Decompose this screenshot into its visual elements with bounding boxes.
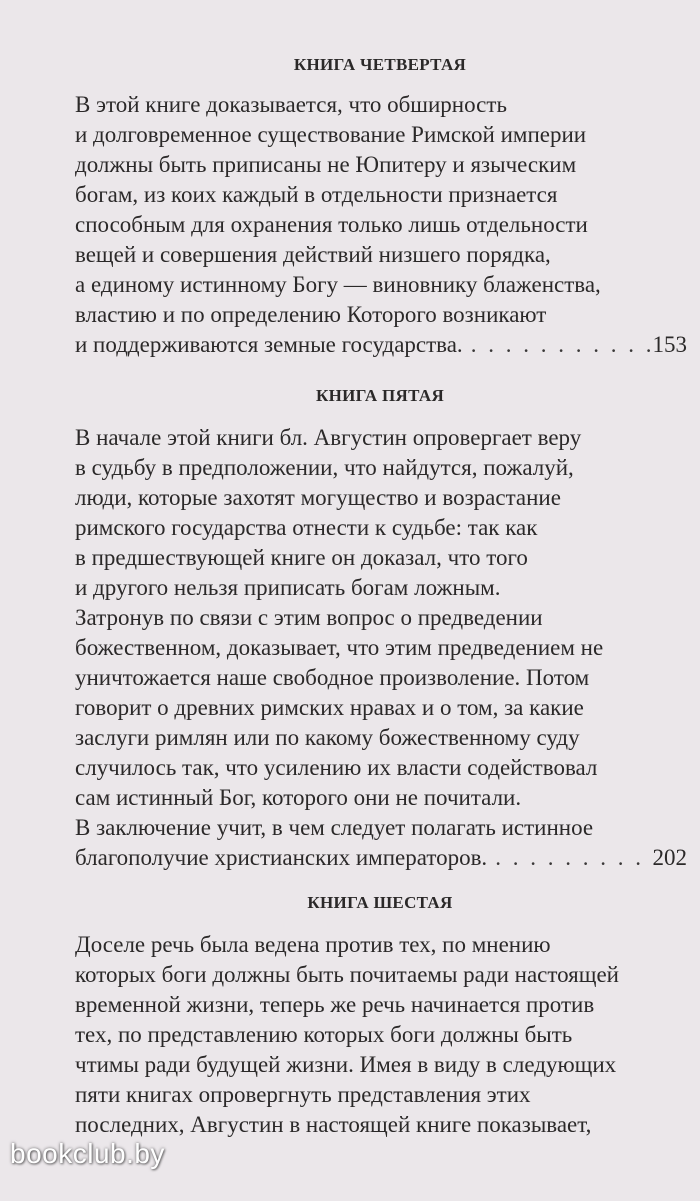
text-line: римского государства отнести к судьбе: так как (75, 515, 538, 540)
text-line: и поддерживаются земные государства. (75, 332, 463, 357)
text-line: вещей и совершения действий низшего порядка, (75, 242, 551, 267)
text-line: люди, которые захотят могущество и возрастание (75, 485, 561, 510)
book6-heading: КНИГА ШЕСТАЯ (307, 893, 453, 912)
text-line: сам истинный Бог, которого они не почитали. (75, 785, 522, 810)
text-line: временной жизни, теперь же речь начинается против (75, 992, 595, 1017)
text-line: В начале этой книги бл. Августин опровергает веру (75, 425, 582, 450)
text-line: тех, по представлению которых боги должны быть (75, 1022, 573, 1047)
page-number: 202 (652, 845, 687, 870)
watermark-logo: bookclub.by (10, 1138, 165, 1169)
book4-summary (75, 90, 687, 360)
page-number: 153 (652, 332, 687, 357)
text-line: должны быть приписаны не Юпитеру и языческим (75, 152, 577, 177)
text-line: Доселе речь была ведена против тех, по мнению (75, 932, 551, 957)
text-line: пяти книгах опровергнуть представления этих (75, 1082, 531, 1107)
text-line: богам, из коих каждый в отдельности признается (75, 182, 558, 207)
text-line: уничтожается наше свободное произволение. Потом (75, 665, 590, 690)
toc-entry-book5 (75, 843, 687, 873)
text-line: заслуги римлян или по какому божественному суду (75, 725, 580, 750)
text-line: которых боги должны быть почитаемы ради настоящей (75, 962, 619, 987)
text-line: в судьбу в предположении, что найдутся, пожалуй, (75, 455, 574, 480)
text-line: божественном, доказывает, что этим предведением не (75, 635, 604, 660)
text-line: и другого нельзя приписать богам ложным. (75, 575, 501, 600)
text-line: последних, Августин в настоящей книге показывает, (75, 1112, 592, 1137)
dot-leader (495, 843, 650, 873)
text-line: способным для охранения только лишь отдельности (75, 212, 588, 237)
book6-summary (75, 930, 687, 1140)
text-line: случилось так, что усилению их власти содействовал (75, 755, 598, 780)
book5-heading: КНИГА ПЯТАЯ (315, 386, 445, 405)
dot-leader (471, 330, 651, 360)
text-line: властию и по определению Которого возникают (75, 302, 547, 327)
text-line: Затронув по связи с этим вопрос о предведении (75, 605, 543, 630)
text-line: благополучие христианских императоров. (75, 845, 488, 870)
text-line: а единому истинному Богу — виновнику блаженства, (75, 272, 601, 297)
text-line: чтимы ради будущей жизни. Имея в виду в следующих (75, 1052, 617, 1077)
text-line: говорит о древних римских нравах и о том, за какие (75, 695, 584, 720)
book4-heading: КНИГА ЧЕТВЕРТАЯ (293, 55, 467, 74)
text-line: В заключение учит, в чем следует полагать истинное (75, 815, 594, 840)
text-line: в предшествующей книге он доказал, что того (75, 545, 528, 570)
book5-summary (75, 423, 687, 873)
text-line: и долговременное существование Римской империи (75, 122, 587, 147)
text-line: В этой книге доказывается, что обширность (75, 92, 507, 117)
toc-entry-book4 (75, 330, 687, 360)
